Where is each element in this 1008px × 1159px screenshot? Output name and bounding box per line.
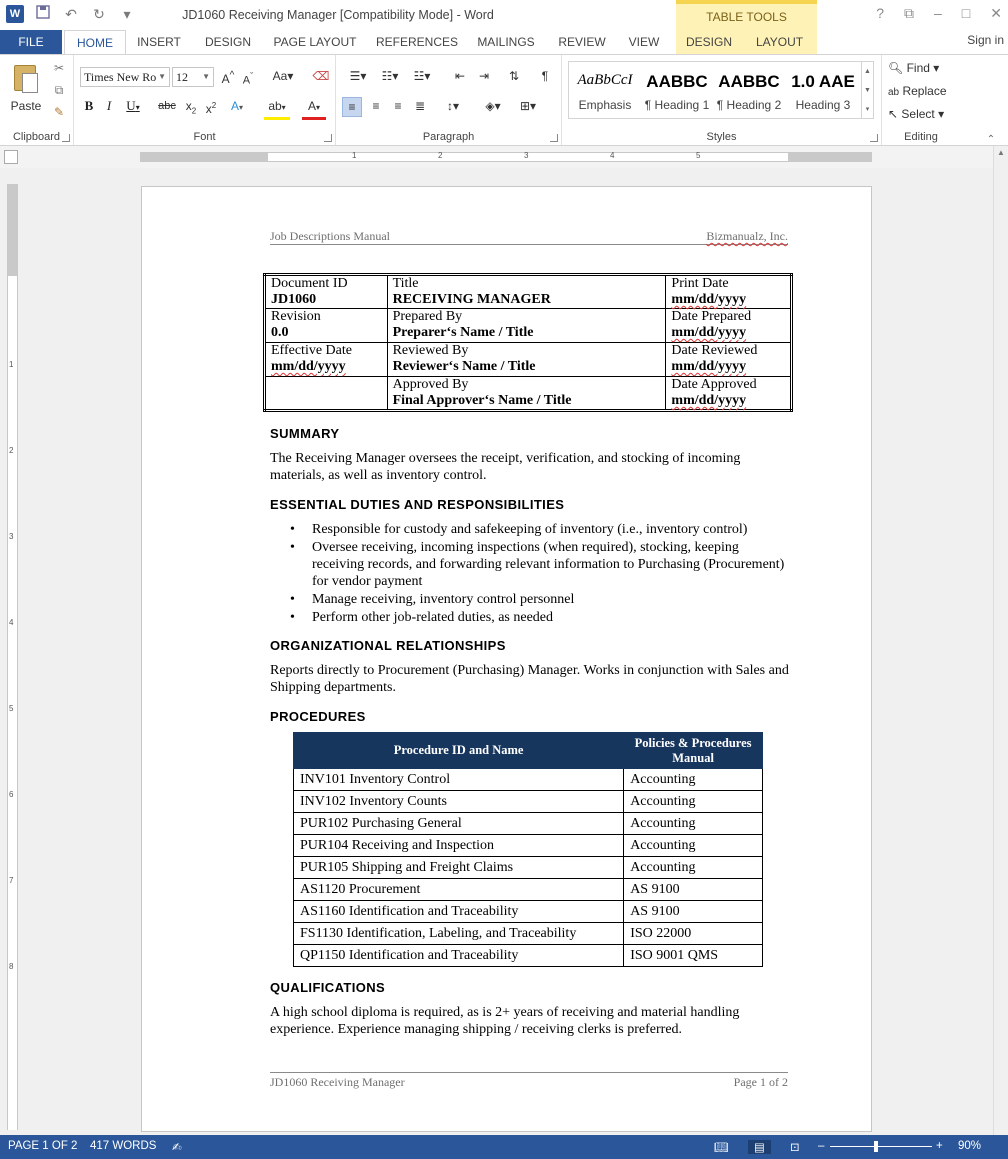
ruler-number: 6 <box>9 790 14 799</box>
style-name: ¶ Heading 1 <box>644 98 710 112</box>
word-count[interactable]: 417 WORDS <box>90 1140 157 1152</box>
font-size-box[interactable] <box>172 67 214 87</box>
manual-cell[interactable]: ISO 22000 <box>624 923 763 945</box>
summary-text: The Receiving Manager oversees the receipt, verification, and stocking of incoming materials, as well as inventory control. <box>270 451 741 483</box>
info-value: mm/dd/yyyy <box>671 393 747 408</box>
tab-table-design[interactable]: DESIGN <box>676 30 742 54</box>
tab-file[interactable]: FILE <box>0 30 62 54</box>
word-logo-icon[interactable]: W <box>6 5 24 23</box>
tab-review[interactable]: REVIEW <box>558 35 606 49</box>
table-row <box>294 901 763 923</box>
info-cell[interactable] <box>265 275 388 309</box>
ruler-number: 4 <box>610 151 615 160</box>
paragraph-launcher-icon[interactable] <box>550 134 558 142</box>
vertical-scrollbar[interactable] <box>993 146 1008 1135</box>
info-row <box>265 377 792 411</box>
tab-design[interactable]: DESIGN <box>204 35 251 49</box>
zoom-level[interactable]: 90% <box>958 1140 982 1152</box>
info-cell[interactable] <box>666 343 792 377</box>
ribbon-tabs <box>0 30 1008 54</box>
style-heading-2[interactable] <box>713 62 785 118</box>
increase-indent-icon[interactable]: ⇥ <box>478 69 490 83</box>
show-formatting-icon[interactable]: ¶ <box>541 69 549 83</box>
style-preview: AABBC <box>646 72 708 91</box>
shading-icon[interactable]: ◈▾ <box>485 99 501 113</box>
ruler-number: 2 <box>438 151 443 160</box>
tab-references[interactable]: REFERENCES <box>375 35 458 49</box>
zoom-slider-thumb[interactable] <box>874 1141 878 1152</box>
find-label: Find <box>906 61 930 75</box>
manual-cell[interactable]: Accounting <box>624 769 763 791</box>
column-header: Procedure ID and Name <box>294 733 624 769</box>
zoom-out-icon[interactable]: – <box>818 1140 825 1152</box>
styles-launcher-icon[interactable] <box>870 134 878 142</box>
procedures-heading: PROCEDURES <box>270 709 366 724</box>
bold-icon[interactable]: B <box>84 98 94 113</box>
chevron-down-icon: ▼ <box>158 72 166 81</box>
replace-icon: ab <box>888 87 900 98</box>
align-right-icon[interactable]: ≡ <box>394 99 402 113</box>
chevron-down-icon: ▼ <box>202 72 210 81</box>
table-row <box>294 945 763 967</box>
procedure-cell[interactable]: INV102 Inventory Counts <box>294 791 624 813</box>
numbering-icon[interactable]: ☷▾ <box>381 69 399 83</box>
qualifications-text: A high school diploma is required, as is 2+ years of receiving and material handling experience. Experience managing shipping / receiving clerks is preferred. <box>270 1005 740 1037</box>
info-cell[interactable] <box>666 275 792 309</box>
tab-page-layout[interactable]: PAGE LAYOUT <box>273 35 357 49</box>
duties-list <box>290 521 790 627</box>
tab-home[interactable]: HOME <box>64 30 126 55</box>
procedure-cell[interactable]: PUR104 Receiving and Inspection <box>294 835 624 857</box>
info-cell[interactable] <box>265 309 388 343</box>
org-heading: ORGANIZATIONAL RELATIONSHIPS <box>270 638 506 653</box>
info-row <box>265 275 792 309</box>
table-row <box>294 791 763 813</box>
style-preview: AaBbCcI <box>577 72 633 88</box>
text-effects-icon[interactable]: A▾ <box>230 99 244 113</box>
strikethrough-icon[interactable]: abc <box>158 100 176 112</box>
copy-icon[interactable]: ⧉ <box>54 83 64 97</box>
find-icon: 🔍︎ <box>888 61 904 75</box>
table-row <box>294 879 763 901</box>
title-bar <box>0 0 1008 30</box>
print-layout-icon[interactable]: ▤ <box>748 1140 771 1154</box>
tab-insert[interactable]: INSERT <box>137 35 181 49</box>
subscript-icon[interactable]: $x_2$ <box>185 99 197 116</box>
horizontal-ruler-area <box>0 146 1008 168</box>
select-icon: ↖ <box>888 107 899 121</box>
multilevel-list-icon[interactable]: ☳▾ <box>413 69 431 83</box>
info-label: Date Approved <box>671 377 757 392</box>
manual-cell[interactable]: AS 9100 <box>624 879 763 901</box>
info-value: JD1060 <box>271 292 317 307</box>
web-layout-icon[interactable]: ⊡ <box>790 1142 800 1154</box>
page-footer <box>270 1072 788 1089</box>
scroll-up-icon[interactable]: ▲ <box>997 148 1005 157</box>
clear-formatting-icon[interactable]: ⌫ <box>312 69 330 83</box>
collapse-ribbon-icon[interactable]: ⌃ <box>986 134 996 145</box>
info-label: Effective Date <box>271 343 352 358</box>
style-emphasis[interactable] <box>569 62 641 118</box>
qualifications-heading: QUALIFICATIONS <box>270 980 386 995</box>
window-title: JD1060 Receiving Manager [Compatibility Mode] - Word <box>182 8 494 22</box>
info-cell[interactable] <box>265 377 388 411</box>
info-label: Document ID <box>271 276 348 291</box>
italic-icon[interactable]: I <box>106 98 112 113</box>
redo-icon[interactable]: ↻ <box>93 6 105 22</box>
info-label: Approved By <box>392 377 469 392</box>
font-group-label: Font <box>193 131 216 143</box>
change-case-icon[interactable]: Aa▾ <box>272 69 294 83</box>
ruler-number: 4 <box>9 618 14 627</box>
line-spacing-icon[interactable]: ↕▾ <box>446 99 460 113</box>
footer-left: JD1060 Receiving Manager <box>270 1075 405 1089</box>
info-label: Print Date <box>671 276 729 291</box>
page-header <box>270 227 788 245</box>
manual-cell[interactable]: AS 9100 <box>624 901 763 923</box>
info-cell[interactable] <box>387 309 666 343</box>
tab-view[interactable]: VIEW <box>628 35 660 49</box>
shrink-font-icon[interactable]: $A^ˇ$ <box>242 71 254 87</box>
info-value: mm/dd/yyyy <box>671 292 747 307</box>
ruler-number: 3 <box>9 532 14 541</box>
info-value: 0.0 <box>271 325 289 340</box>
ruler-number: 3 <box>524 151 529 160</box>
info-value: mm/dd/yyyy <box>671 325 747 340</box>
styles-gallery <box>568 61 862 119</box>
manual-cell[interactable]: Accounting <box>624 835 763 857</box>
info-cell[interactable] <box>666 377 792 411</box>
cut-icon[interactable]: ✂ <box>53 61 65 75</box>
info-label: Prepared By <box>392 309 463 324</box>
paragraph-group-label: Paragraph <box>422 131 475 143</box>
style-heading-3[interactable] <box>785 62 861 118</box>
procedure-cell[interactable]: AS1120 Procurement <box>294 879 624 901</box>
ruler-number: 8 <box>9 962 14 971</box>
info-label: Reviewed By <box>392 343 469 358</box>
close-icon[interactable]: ✕ <box>990 5 1002 21</box>
decrease-indent-icon[interactable]: ⇤ <box>454 69 466 83</box>
zoom-slider[interactable] <box>830 1146 932 1147</box>
manual-cell[interactable]: Accounting <box>624 791 763 813</box>
table-row <box>294 857 763 879</box>
info-cell[interactable] <box>387 343 666 377</box>
ruler-number: 1 <box>352 151 357 160</box>
info-cell[interactable] <box>265 343 388 377</box>
vertical-ruler[interactable] <box>7 184 18 1130</box>
info-cell[interactable] <box>387 275 666 309</box>
info-value: Final Approver‘s Name / Title <box>392 393 572 408</box>
font-group <box>74 55 336 145</box>
header-left: Job Descriptions Manual <box>270 229 390 243</box>
style-name: Heading 3 <box>795 98 851 112</box>
manual-cell[interactable]: ISO 9001 QMS <box>624 945 763 967</box>
styles-gallery-scroll[interactable]: ▲ ▼ ▾ <box>861 61 874 119</box>
align-left-icon[interactable]: ≡ <box>342 97 362 117</box>
paste-icon[interactable] <box>12 61 40 93</box>
table-tools-header: TABLE TOOLS <box>676 0 817 30</box>
clipboard-launcher-icon[interactable] <box>62 134 70 142</box>
duty-item: • Perform other job-related duties, as needed <box>290 609 790 626</box>
proofing-icon[interactable]: ✍ <box>172 1142 182 1154</box>
ruler-number: 1 <box>9 360 14 369</box>
tab-selector-icon[interactable] <box>4 150 18 164</box>
sort-icon[interactable]: ⇅ <box>508 69 520 83</box>
column-header: Policies & Procedures Manual <box>624 733 763 769</box>
info-cell[interactable] <box>387 377 666 411</box>
table-row <box>294 769 763 791</box>
tab-table-layout[interactable]: LAYOUT <box>742 30 817 54</box>
justify-icon[interactable]: ≣ <box>414 99 426 113</box>
info-value: mm/dd/yyyy <box>671 359 747 374</box>
replace-button[interactable] <box>888 84 947 98</box>
info-label: Date Reviewed <box>671 343 758 358</box>
window-controls <box>876 5 1002 22</box>
ribbon-display-icon[interactable]: ⧉ <box>904 5 914 21</box>
read-mode-icon[interactable]: 📖︎ <box>714 1142 729 1154</box>
grow-font-icon[interactable]: A^ <box>221 70 235 86</box>
procedure-cell[interactable]: PUR102 Purchasing General <box>294 813 624 835</box>
duties-heading: ESSENTIAL DUTIES AND RESPONSIBILITIES <box>270 497 565 512</box>
font-name-box[interactable] <box>80 67 170 87</box>
table-row <box>294 835 763 857</box>
font-size-value: 12 <box>176 70 188 84</box>
ruler-number: 2 <box>9 446 14 455</box>
ruler-number: 5 <box>9 704 14 713</box>
align-center-icon[interactable]: ≡ <box>372 99 380 113</box>
undo-icon[interactable]: ↶ <box>65 6 77 22</box>
manual-cell[interactable]: Accounting <box>624 813 763 835</box>
help-icon[interactable]: ? <box>876 5 884 21</box>
style-preview: 1.0 AAE <box>791 72 855 91</box>
clipboard-group-label: Clipboard <box>12 131 61 143</box>
style-name: ¶ Heading 2 <box>716 98 782 112</box>
select-button[interactable]: ↖ Select ▾ <box>888 107 945 121</box>
maximize-icon[interactable]: □ <box>961 5 971 21</box>
procedure-cell[interactable]: PUR105 Shipping and Freight Claims <box>294 857 624 879</box>
header-right: Bizmanualz, Inc. <box>706 229 788 243</box>
info-value: Preparer‘s Name / Title <box>392 325 534 340</box>
footer-right: Page 1 of 2 <box>733 1075 788 1089</box>
org-text: Reports directly to Procurement (Purchasing) Manager. Works in conjunction with Sales and Shipping departments. <box>270 663 789 695</box>
sign-in-link[interactable]: Sign in <box>967 33 1004 47</box>
underline-icon[interactable]: U▾ <box>126 98 140 113</box>
ruler-number: 5 <box>696 151 701 160</box>
procedure-cell[interactable]: QP1150 Identification and Traceability <box>294 945 624 967</box>
replace-label: Replace <box>902 84 947 98</box>
paste-button[interactable]: Paste <box>10 99 42 113</box>
manual-cell[interactable]: Accounting <box>624 857 763 879</box>
info-label: Title <box>392 276 419 291</box>
font-launcher-icon[interactable] <box>324 134 332 142</box>
ruler-number: 7 <box>9 876 14 885</box>
duty-item: • Responsible for custody and safekeeping of inventory (i.e., inventory control) <box>290 521 790 538</box>
customize-qat-button[interactable]: ▾ <box>123 6 131 22</box>
info-row <box>265 309 792 343</box>
duty-item: • Manage receiving, inventory control personnel <box>290 591 790 608</box>
procedure-cell[interactable]: FS1130 Identification, Labeling, and Traceability <box>294 923 624 945</box>
styles-group-label: Styles <box>706 131 737 143</box>
paragraph-group <box>336 55 562 145</box>
select-label: Select <box>901 107 935 121</box>
summary-heading: SUMMARY <box>270 426 340 441</box>
duty-item: • Oversee receiving, incoming inspections (when required), stocking, keeping receiving records, and forwarding relevant information to Purchasing (Procurement) for vendor payment <box>290 539 790 590</box>
font-color-icon[interactable]: A▾ <box>302 97 326 120</box>
superscript-icon[interactable]: $x^2$ <box>205 101 217 116</box>
zoom-in-icon[interactable]: + <box>936 1140 943 1152</box>
info-label: Revision <box>271 309 321 324</box>
style-heading-1[interactable] <box>641 62 713 118</box>
find-button[interactable]: 🔍︎ Find ▾ <box>888 61 940 75</box>
font-name-value: Times New Ro <box>84 70 157 84</box>
ribbon <box>0 54 1008 146</box>
document-info-table[interactable] <box>263 273 793 412</box>
info-cell[interactable] <box>666 309 792 343</box>
table-row <box>294 923 763 945</box>
highlight-icon[interactable]: ab▾ <box>264 97 290 120</box>
procedures-table[interactable] <box>293 732 763 967</box>
tab-mailings[interactable]: MAILINGS <box>477 35 535 49</box>
editing-group-label: Editing <box>904 131 938 143</box>
info-label: Date Prepared <box>671 309 752 324</box>
info-value: Reviewer‘s Name / Title <box>392 359 536 374</box>
info-row <box>265 343 792 377</box>
table-row <box>294 813 763 835</box>
procedure-cell[interactable]: AS1160 Identification and Traceability <box>294 901 624 923</box>
bullets-icon[interactable]: ☰▾ <box>349 69 367 83</box>
style-preview: AABBC <box>718 72 780 91</box>
minimize-icon[interactable]: – <box>934 5 942 21</box>
clipboard-group <box>0 55 74 145</box>
info-value: mm/dd/yyyy <box>271 359 346 374</box>
status-bar <box>0 1135 1008 1159</box>
document-page[interactable] <box>141 186 872 1132</box>
procedure-cell[interactable]: INV101 Inventory Control <box>294 769 624 791</box>
borders-icon[interactable]: ⊞▾ <box>519 99 537 113</box>
style-name: Emphasis <box>578 98 632 112</box>
format-painter-icon[interactable]: ✎ <box>53 105 65 119</box>
page-count[interactable]: PAGE 1 OF 2 <box>8 1140 78 1152</box>
horizontal-ruler[interactable] <box>140 152 872 162</box>
info-value: RECEIVING MANAGER <box>392 292 551 307</box>
